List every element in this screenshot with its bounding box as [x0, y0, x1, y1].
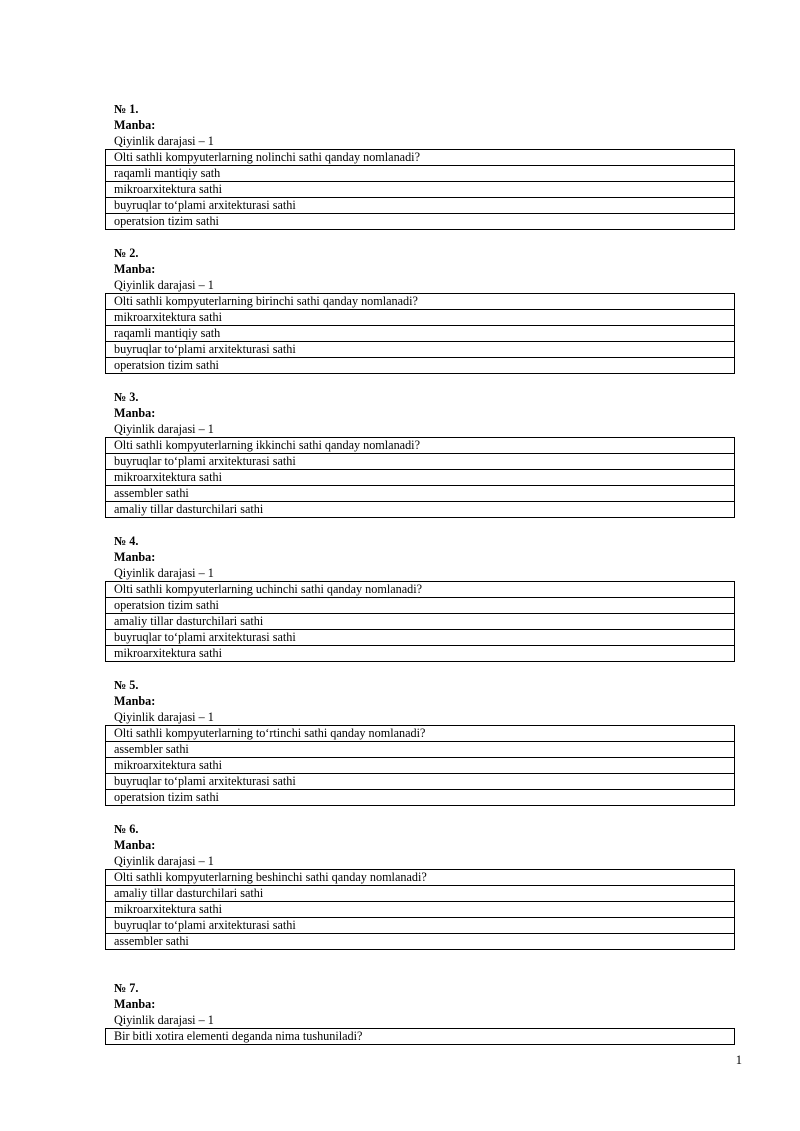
answer-option: mikroarxitektura sathi [106, 310, 735, 326]
question-source-label: Manba: [114, 997, 156, 1011]
question-number: № 4. [114, 534, 139, 548]
question-row [106, 438, 735, 454]
answer-row [106, 326, 735, 342]
question-source-label: Manba: [114, 694, 156, 708]
question-text: Olti sathli kompyuterlarning birinchi sathi qanday nomlanadi? [106, 294, 735, 310]
question-number: № 7. [114, 981, 139, 995]
question-table [105, 725, 735, 806]
answer-row [106, 918, 735, 934]
answer-row [106, 198, 735, 214]
answer-row [106, 742, 735, 758]
question-source-label: Manba: [114, 406, 156, 420]
question-difficulty: Qiyinlik darajasi – 1 [114, 134, 214, 148]
answer-option: buyruqlar to‘plami arxitekturasi sathi [106, 454, 735, 470]
answer-row [106, 486, 735, 502]
answer-option: mikroarxitektura sathi [106, 902, 735, 918]
answer-row [106, 454, 735, 470]
question-text: Olti sathli kompyuterlarning to‘rtinchi sathi qanday nomlanadi? [106, 726, 735, 742]
answer-option: amaliy tillar dasturchilari sathi [106, 886, 735, 902]
question-block-5 [114, 677, 735, 806]
answer-row [106, 310, 735, 326]
answer-row [106, 886, 735, 902]
question-row [106, 870, 735, 886]
question-source-label: Manba: [114, 550, 156, 564]
answer-row [106, 166, 735, 182]
answer-row [106, 214, 735, 230]
answer-option: buyruqlar to‘plami arxitekturasi sathi [106, 198, 735, 214]
answer-row [106, 934, 735, 950]
answer-row [106, 182, 735, 198]
answer-option: raqamli mantiqiy sath [106, 326, 735, 342]
question-table [105, 869, 735, 950]
answer-option: mikroarxitektura sathi [106, 182, 735, 198]
answer-option: operatsion tizim sathi [106, 358, 735, 374]
answer-option: assembler sathi [106, 934, 735, 950]
answer-option: operatsion tizim sathi [106, 598, 735, 614]
answer-option: assembler sathi [106, 486, 735, 502]
question-block-4 [114, 533, 735, 662]
answer-option: amaliy tillar dasturchilari sathi [106, 614, 735, 630]
question-row [106, 726, 735, 742]
answer-row [106, 646, 735, 662]
question-block-3 [114, 389, 735, 518]
answer-row [106, 342, 735, 358]
answer-row [106, 774, 735, 790]
answer-row [106, 758, 735, 774]
question-block-7 [114, 980, 735, 1045]
answer-option: amaliy tillar dasturchilari sathi [106, 502, 735, 518]
question-number: № 3. [114, 390, 139, 404]
question-difficulty: Qiyinlik darajasi – 1 [114, 422, 214, 436]
answer-option: buyruqlar to‘plami arxitekturasi sathi [106, 774, 735, 790]
question-table [105, 437, 735, 518]
question-text: Bir bitli xotira elementi deganda nima tushuniladi? [106, 1029, 735, 1045]
question-table [105, 581, 735, 662]
question-row [106, 294, 735, 310]
question-text: Olti sathli kompyuterlarning beshinchi sathi qanday nomlanadi? [106, 870, 735, 886]
answer-row [106, 614, 735, 630]
question-number: № 5. [114, 678, 139, 692]
answer-option: mikroarxitektura sathi [106, 758, 735, 774]
answer-row [106, 502, 735, 518]
question-block-1 [114, 101, 735, 230]
answer-row [106, 358, 735, 374]
answer-option: mikroarxitektura sathi [106, 646, 735, 662]
question-block-2 [114, 245, 735, 374]
answer-option: buyruqlar to‘plami arxitekturasi sathi [106, 918, 735, 934]
answer-row [106, 598, 735, 614]
answer-row [106, 470, 735, 486]
question-text: Olti sathli kompyuterlarning ikkinchi sathi qanday nomlanadi? [106, 438, 735, 454]
answer-row [106, 902, 735, 918]
answer-option: mikroarxitektura sathi [106, 470, 735, 486]
answer-option: assembler sathi [106, 742, 735, 758]
question-difficulty: Qiyinlik darajasi – 1 [114, 278, 214, 292]
question-table [105, 1028, 735, 1045]
question-difficulty: Qiyinlik darajasi – 1 [114, 854, 214, 868]
question-source-label: Manba: [114, 262, 156, 276]
question-text: Olti sathli kompyuterlarning nolinchi sathi qanday nomlanadi? [106, 150, 735, 166]
question-text: Olti sathli kompyuterlarning uchinchi sathi qanday nomlanadi? [106, 582, 735, 598]
answer-option: operatsion tizim sathi [106, 790, 735, 806]
answer-option: buyruqlar to‘plami arxitekturasi sathi [106, 630, 735, 646]
question-number: № 6. [114, 822, 139, 836]
answer-row [106, 630, 735, 646]
question-number: № 1. [114, 102, 139, 116]
question-table [105, 149, 735, 230]
question-source-label: Manba: [114, 838, 156, 852]
answer-row [106, 790, 735, 806]
question-block-6 [114, 821, 735, 950]
answer-option: buyruqlar to‘plami arxitekturasi sathi [106, 342, 735, 358]
question-table [105, 293, 735, 374]
question-difficulty: Qiyinlik darajasi – 1 [114, 1013, 214, 1027]
question-source-label: Manba: [114, 118, 156, 132]
question-number: № 2. [114, 246, 139, 260]
question-row [106, 1029, 735, 1045]
answer-option: operatsion tizim sathi [106, 214, 735, 230]
page-number: 1 [735, 1053, 742, 1067]
answer-option: raqamli mantiqiy sath [106, 166, 735, 182]
question-difficulty: Qiyinlik darajasi – 1 [114, 566, 214, 580]
question-row [106, 582, 735, 598]
question-difficulty: Qiyinlik darajasi – 1 [114, 710, 214, 724]
question-row [106, 150, 735, 166]
